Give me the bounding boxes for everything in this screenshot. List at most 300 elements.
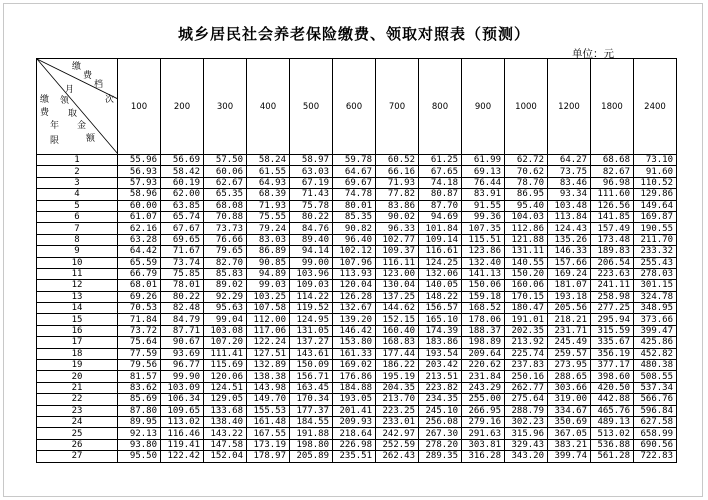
corner-char: 年	[50, 121, 60, 131]
amount-cell: 348.95	[634, 303, 677, 314]
corner-char: 限	[50, 136, 60, 146]
amount-cell: 150.20	[505, 268, 548, 279]
amount-cell: 279.16	[462, 416, 505, 427]
amount-cell: 127.51	[247, 348, 290, 359]
amount-cell: 63.85	[161, 200, 204, 211]
amount-cell: 90.82	[333, 223, 376, 234]
amount-cell: 117.06	[247, 325, 290, 336]
amount-cell: 85.83	[204, 268, 247, 279]
amount-cell: 95.63	[204, 303, 247, 314]
amount-cell: 193.18	[548, 291, 591, 302]
amount-cell: 255.43	[634, 257, 677, 268]
amount-cell: 111.60	[591, 189, 634, 200]
amount-cell: 90.02	[376, 211, 419, 222]
amount-cell: 170.34	[290, 394, 333, 405]
amount-cell: 203.42	[419, 360, 462, 371]
amount-cell: 315.96	[505, 428, 548, 439]
table-row	[37, 360, 677, 371]
amount-cell: 316.28	[462, 451, 505, 462]
page-title: 城乡居民社会养老保险缴费、领取对照表（预测）	[177, 25, 530, 43]
corner-char: 费	[83, 71, 93, 81]
amount-cell: 291.63	[462, 428, 505, 439]
column-header: 1200	[548, 59, 591, 155]
amount-cell: 78.70	[505, 177, 548, 188]
amount-cell: 198.89	[462, 337, 505, 348]
amount-cell: 83.62	[118, 382, 161, 393]
amount-cell: 124.95	[290, 314, 333, 325]
years-cell: 7	[37, 223, 118, 234]
amount-cell: 259.57	[548, 348, 591, 359]
amount-cell: 319.00	[548, 394, 591, 405]
amount-cell: 168.83	[376, 337, 419, 348]
corner-char: 缴	[72, 62, 82, 72]
amount-cell: 65.59	[118, 257, 161, 268]
amount-cell: 94.69	[419, 211, 462, 222]
corner-char: 缴	[40, 95, 50, 105]
amount-cell: 63.28	[118, 234, 161, 245]
amount-cell: 152.15	[376, 314, 419, 325]
amount-cell: 258.98	[591, 291, 634, 302]
amount-cell: 61.55	[247, 166, 290, 177]
amount-cell: 126.56	[591, 200, 634, 211]
amount-cell: 123.86	[462, 246, 505, 257]
amount-cell: 84.76	[290, 223, 333, 234]
amount-cell: 61.25	[419, 155, 462, 166]
column-header: 500	[290, 59, 333, 155]
amount-cell: 93.80	[118, 439, 161, 450]
amount-cell: 220.62	[462, 360, 505, 371]
amount-cell: 95.50	[118, 451, 161, 462]
amount-cell: 96.98	[591, 177, 634, 188]
amount-cell: 141.13	[462, 268, 505, 279]
amount-cell: 275.64	[505, 394, 548, 405]
amount-cell: 79.24	[247, 223, 290, 234]
amount-cell: 71.84	[118, 314, 161, 325]
years-cell: 19	[37, 360, 118, 371]
amount-cell: 138.40	[204, 416, 247, 427]
amount-cell: 138.38	[247, 371, 290, 382]
amount-cell: 83.46	[548, 177, 591, 188]
years-cell: 1	[37, 155, 118, 166]
amount-cell: 112.00	[247, 314, 290, 325]
amount-cell: 213.51	[419, 371, 462, 382]
amount-cell: 231.84	[462, 371, 505, 382]
table-row	[37, 337, 677, 348]
amount-cell: 83.03	[247, 234, 290, 245]
amount-cell: 106.34	[161, 394, 204, 405]
years-cell: 27	[37, 451, 118, 462]
amount-cell: 116.61	[419, 246, 462, 257]
table-row	[37, 291, 677, 302]
amount-cell: 68.68	[591, 155, 634, 166]
years-cell: 14	[37, 303, 118, 314]
amount-cell: 277.25	[591, 303, 634, 314]
amount-cell: 80.01	[333, 200, 376, 211]
amount-cell: 334.67	[548, 405, 591, 416]
years-cell: 26	[37, 439, 118, 450]
amount-cell: 57.93	[118, 177, 161, 188]
amount-cell: 70.88	[204, 211, 247, 222]
amount-cell: 218.64	[333, 428, 376, 439]
amount-cell: 69.26	[118, 291, 161, 302]
amount-cell: 225.74	[505, 348, 548, 359]
amount-cell: 156.57	[419, 303, 462, 314]
amount-cell: 690.56	[634, 439, 677, 450]
amount-cell: 68.39	[247, 189, 290, 200]
amount-cell: 121.88	[505, 234, 548, 245]
amount-cell: 99.36	[462, 211, 505, 222]
amount-cell: 201.41	[333, 405, 376, 416]
amount-cell: 109.37	[376, 246, 419, 257]
amount-cell: 262.77	[505, 382, 548, 393]
amount-cell: 60.00	[118, 200, 161, 211]
amount-cell: 143.22	[204, 428, 247, 439]
amount-cell: 442.88	[591, 394, 634, 405]
amount-cell: 129.86	[634, 189, 677, 200]
amount-cell: 245.49	[548, 337, 591, 348]
amount-cell: 343.20	[505, 451, 548, 462]
table-row	[37, 416, 677, 427]
years-cell: 3	[37, 177, 118, 188]
amount-cell: 99.04	[204, 314, 247, 325]
amount-cell: 367.05	[548, 428, 591, 439]
corner-char: 金	[77, 121, 87, 131]
corner-char: 取	[68, 109, 78, 119]
column-header: 1800	[591, 59, 634, 155]
table-row	[37, 155, 677, 166]
column-header: 900	[462, 59, 505, 155]
amount-cell: 178.06	[462, 314, 505, 325]
amount-cell: 132.06	[419, 268, 462, 279]
amount-cell: 213.92	[505, 337, 548, 348]
amount-cell: 82.48	[161, 303, 204, 314]
years-cell: 10	[37, 257, 118, 268]
amount-cell: 399.47	[634, 325, 677, 336]
amount-cell: 73.75	[548, 166, 591, 177]
amount-cell: 173.19	[247, 439, 290, 450]
amount-cell: 113.93	[333, 268, 376, 279]
amount-cell: 141.85	[591, 211, 634, 222]
amount-cell: 77.59	[118, 348, 161, 359]
amount-cell: 243.29	[462, 382, 505, 393]
amount-cell: 255.00	[462, 394, 505, 405]
amount-cell: 103.96	[290, 268, 333, 279]
corner-char: 费	[40, 108, 50, 118]
amount-cell: 64.93	[247, 177, 290, 188]
amount-cell: 82.70	[204, 257, 247, 268]
amount-cell: 69.65	[161, 234, 204, 245]
amount-cell: 122.42	[161, 451, 204, 462]
amount-cell: 191.01	[505, 314, 548, 325]
amount-cell: 150.09	[290, 360, 333, 371]
amount-cell: 89.40	[290, 234, 333, 245]
amount-cell: 124.51	[204, 382, 247, 393]
amount-cell: 152.04	[204, 451, 247, 462]
amount-cell: 303.66	[548, 382, 591, 393]
amount-cell: 184.55	[290, 416, 333, 427]
amount-cell: 115.51	[462, 234, 505, 245]
amount-cell: 266.95	[462, 405, 505, 416]
amount-cell: 86.95	[505, 189, 548, 200]
amount-cell: 115.69	[204, 360, 247, 371]
amount-cell: 147.58	[204, 439, 247, 450]
amount-cell: 195.19	[376, 371, 419, 382]
amount-cell: 58.97	[290, 155, 333, 166]
amount-cell: 94.14	[290, 246, 333, 257]
unit-label: 单位：元	[572, 48, 614, 60]
amount-cell: 250.16	[505, 371, 548, 382]
table-row	[37, 200, 677, 211]
amount-cell: 90.67	[161, 337, 204, 348]
amount-cell: 113.84	[548, 211, 591, 222]
amount-cell: 68.01	[118, 280, 161, 291]
table-row	[37, 451, 677, 462]
amount-cell: 60.06	[204, 166, 247, 177]
amount-cell: 102.77	[376, 234, 419, 245]
amount-cell: 61.99	[462, 155, 505, 166]
amount-cell: 103.48	[548, 200, 591, 211]
amount-cell: 131.11	[505, 246, 548, 257]
corner-char: 次	[105, 95, 115, 105]
column-header: 700	[376, 59, 419, 155]
table-row	[37, 325, 677, 336]
amount-cell: 94.89	[247, 268, 290, 279]
amount-cell: 256.08	[419, 416, 462, 427]
amount-cell: 278.03	[634, 268, 677, 279]
amount-cell: 508.55	[634, 371, 677, 382]
years-cell: 18	[37, 348, 118, 359]
years-cell: 20	[37, 371, 118, 382]
amount-cell: 75.85	[161, 268, 204, 279]
amount-cell: 62.16	[118, 223, 161, 234]
table-row	[37, 246, 677, 257]
years-cell: 17	[37, 337, 118, 348]
amount-cell: 71.93	[247, 200, 290, 211]
amount-cell: 83.86	[376, 200, 419, 211]
amount-cell: 537.34	[634, 382, 677, 393]
years-cell: 22	[37, 394, 118, 405]
table-row	[37, 268, 677, 279]
amount-cell: 373.66	[634, 314, 677, 325]
amount-cell: 237.83	[505, 360, 548, 371]
years-cell: 15	[37, 314, 118, 325]
amount-cell: 245.10	[419, 405, 462, 416]
amount-cell: 169.24	[548, 268, 591, 279]
column-header: 200	[161, 59, 204, 155]
amount-cell: 116.46	[161, 428, 204, 439]
table-row	[37, 382, 677, 393]
amount-cell: 191.88	[290, 428, 333, 439]
amount-cell: 119.52	[290, 303, 333, 314]
amount-cell: 167.55	[247, 428, 290, 439]
amount-cell: 231.71	[548, 325, 591, 336]
amount-cell: 112.86	[505, 223, 548, 234]
amount-cell: 67.65	[419, 166, 462, 177]
table-row	[37, 371, 677, 382]
amount-cell: 165.10	[419, 314, 462, 325]
amount-cell: 174.39	[419, 325, 462, 336]
amount-cell: 150.06	[462, 280, 505, 291]
amount-cell: 102.12	[333, 246, 376, 257]
amount-cell: 420.50	[591, 382, 634, 393]
table-row	[37, 223, 677, 234]
amount-cell: 180.47	[505, 303, 548, 314]
amount-cell: 67.19	[290, 177, 333, 188]
amount-cell: 103.08	[204, 325, 247, 336]
amount-cell: 79.65	[204, 246, 247, 257]
amount-cell: 84.79	[161, 314, 204, 325]
amount-cell: 452.82	[634, 348, 677, 359]
amount-cell: 161.48	[247, 416, 290, 427]
amount-cell: 206.54	[591, 257, 634, 268]
amount-cell: 85.35	[333, 211, 376, 222]
amount-cell: 399.74	[548, 451, 591, 462]
pension-table	[36, 58, 677, 463]
amount-cell: 627.58	[634, 416, 677, 427]
amount-cell: 58.42	[161, 166, 204, 177]
years-cell: 24	[37, 416, 118, 427]
amount-cell: 288.65	[548, 371, 591, 382]
amount-cell: 69.67	[333, 177, 376, 188]
amount-cell: 211.70	[634, 234, 677, 245]
years-cell: 25	[37, 428, 118, 439]
table-row	[37, 189, 677, 200]
amount-cell: 107.96	[333, 257, 376, 268]
corner-header	[37, 59, 118, 155]
amount-cell: 377.17	[591, 360, 634, 371]
amount-cell: 116.11	[376, 257, 419, 268]
amount-cell: 213.70	[376, 394, 419, 405]
amount-cell: 398.60	[591, 371, 634, 382]
amount-cell: 383.21	[548, 439, 591, 450]
amount-cell: 561.28	[591, 451, 634, 462]
amount-cell: 465.76	[591, 405, 634, 416]
amount-cell: 324.78	[634, 291, 677, 302]
amount-cell: 56.69	[161, 155, 204, 166]
amount-cell: 111.41	[204, 348, 247, 359]
amount-cell: 204.35	[376, 382, 419, 393]
amount-cell: 223.82	[419, 382, 462, 393]
column-header: 1000	[505, 59, 548, 155]
amount-cell: 63.03	[290, 166, 333, 177]
amount-cell: 186.22	[376, 360, 419, 371]
amount-cell: 119.41	[161, 439, 204, 450]
amount-cell: 193.54	[419, 348, 462, 359]
amount-cell: 189.83	[591, 246, 634, 257]
amount-cell: 104.03	[505, 211, 548, 222]
amount-cell: 163.45	[290, 382, 333, 393]
amount-cell: 184.88	[333, 382, 376, 393]
years-cell: 12	[37, 280, 118, 291]
amount-cell: 149.70	[247, 394, 290, 405]
amount-cell: 144.62	[376, 303, 419, 314]
amount-cell: 489.13	[591, 416, 634, 427]
amount-cell: 92.29	[204, 291, 247, 302]
amount-cell: 658.99	[634, 428, 677, 439]
amount-cell: 109.14	[419, 234, 462, 245]
table-row	[37, 303, 677, 314]
amount-cell: 170.15	[505, 291, 548, 302]
amount-cell: 85.69	[118, 394, 161, 405]
amount-cell: 143.98	[247, 382, 290, 393]
amount-cell: 168.52	[462, 303, 505, 314]
amount-cell: 109.65	[161, 405, 204, 416]
amount-cell: 95.40	[505, 200, 548, 211]
column-header: 400	[247, 59, 290, 155]
amount-cell: 278.20	[419, 439, 462, 450]
amount-cell: 110.52	[634, 177, 677, 188]
amount-cell: 76.66	[204, 234, 247, 245]
amount-cell: 87.70	[419, 200, 462, 211]
amount-cell: 193.05	[333, 394, 376, 405]
amount-cell: 70.62	[505, 166, 548, 177]
amount-cell: 64.42	[118, 246, 161, 257]
amount-cell: 101.84	[419, 223, 462, 234]
amount-cell: 160.06	[505, 280, 548, 291]
amount-cell: 536.88	[591, 439, 634, 450]
amount-cell: 107.20	[204, 337, 247, 348]
amount-cell: 135.26	[548, 234, 591, 245]
amount-cell: 301.15	[634, 280, 677, 291]
amount-cell: 181.07	[548, 280, 591, 291]
table-row	[37, 257, 677, 268]
amount-cell: 64.27	[548, 155, 591, 166]
amount-cell: 223.63	[591, 268, 634, 279]
amount-cell: 114.22	[290, 291, 333, 302]
amount-cell: 235.51	[333, 451, 376, 462]
amount-cell: 109.03	[290, 280, 333, 291]
amount-cell: 226.98	[333, 439, 376, 450]
amount-cell: 57.50	[204, 155, 247, 166]
amount-cell: 58.96	[118, 189, 161, 200]
amount-cell: 83.91	[462, 189, 505, 200]
amount-cell: 58.24	[247, 155, 290, 166]
amount-cell: 90.85	[247, 257, 290, 268]
amount-cell: 93.69	[161, 348, 204, 359]
amount-cell: 56.93	[118, 166, 161, 177]
amount-cell: 146.42	[333, 325, 376, 336]
amount-cell: 124.25	[419, 257, 462, 268]
amount-cell: 143.61	[290, 348, 333, 359]
amount-cell: 149.64	[634, 200, 677, 211]
table-body	[37, 155, 677, 463]
amount-cell: 156.71	[290, 371, 333, 382]
amount-cell: 96.33	[376, 223, 419, 234]
amount-cell: 66.16	[376, 166, 419, 177]
amount-cell: 177.37	[290, 405, 333, 416]
table-row	[37, 428, 677, 439]
amount-cell: 87.80	[118, 405, 161, 416]
amount-cell: 155.53	[247, 405, 290, 416]
amount-cell: 288.79	[505, 405, 548, 416]
amount-cell: 183.86	[419, 337, 462, 348]
amount-cell: 75.55	[247, 211, 290, 222]
amount-cell: 177.44	[376, 348, 419, 359]
amount-cell: 137.27	[290, 337, 333, 348]
amount-cell: 96.40	[333, 234, 376, 245]
amount-cell: 99.90	[161, 371, 204, 382]
amount-cell: 62.67	[204, 177, 247, 188]
amount-cell: 129.05	[204, 394, 247, 405]
amount-cell: 103.25	[247, 291, 290, 302]
amount-cell: 233.01	[376, 416, 419, 427]
amount-cell: 335.67	[591, 337, 634, 348]
amount-cell: 75.78	[290, 200, 333, 211]
amount-cell: 70.53	[118, 303, 161, 314]
amount-cell: 425.86	[634, 337, 677, 348]
amount-cell: 159.18	[462, 291, 505, 302]
amount-cell: 60.52	[376, 155, 419, 166]
